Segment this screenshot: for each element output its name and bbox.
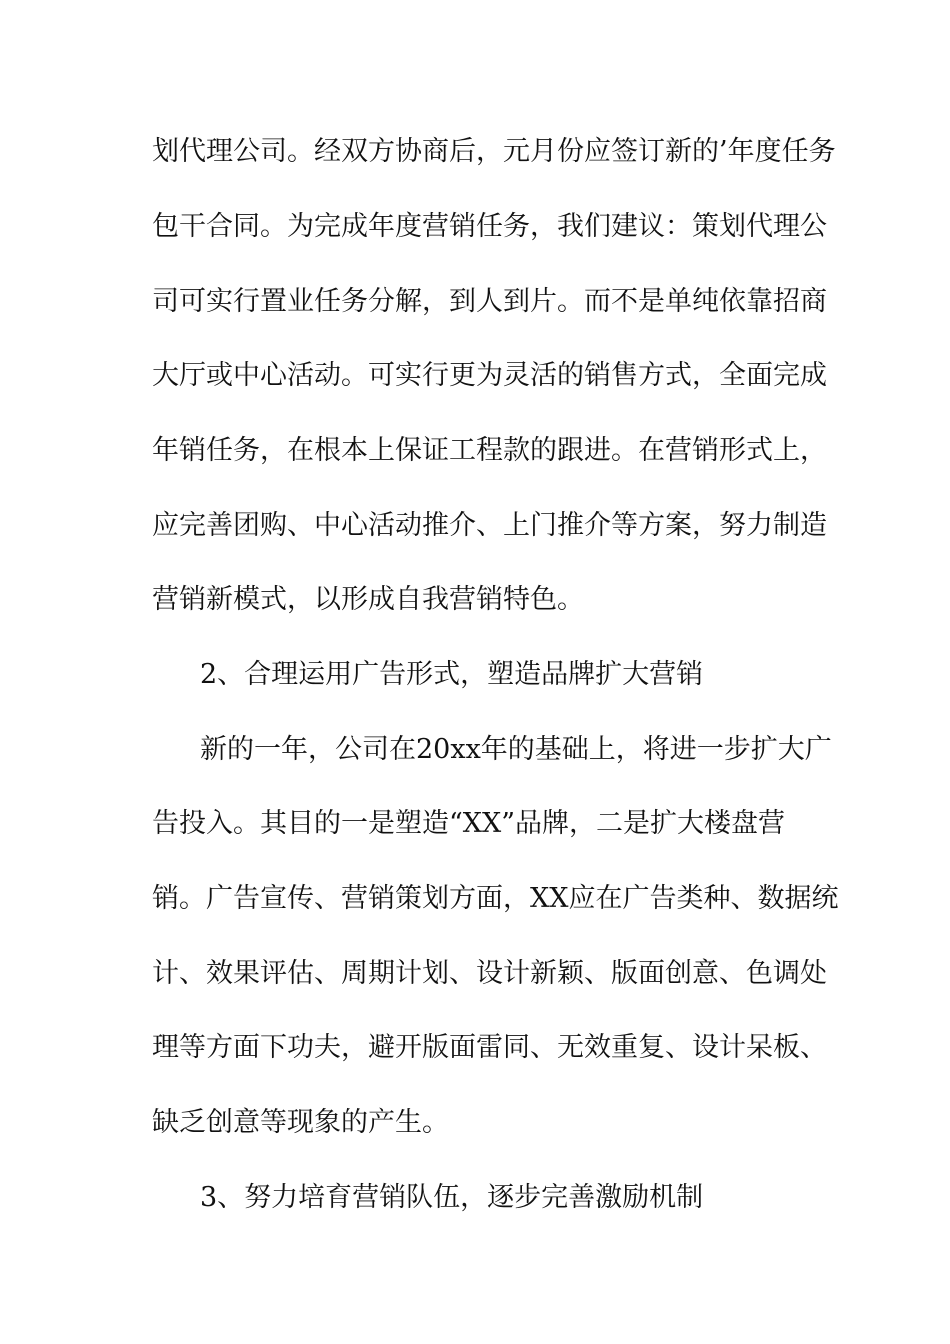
paragraph-line: 包干合同。为完成年度营销任务，我们建议：策划代理公 — [152, 211, 827, 242]
paragraph-line: 计、效果评估、周期计划、设计新颖、版面创意、色调处 — [152, 958, 827, 989]
paragraph-line: 营销新模式，以形成自我营销特色。 — [152, 584, 584, 615]
paragraph-line: 告投入。其目的一是塑造“XX”品牌，二是扩大楼盘营 — [152, 808, 786, 839]
paragraph-line: 理等方面下功夫，避开版面雷同、无效重复、设计呆板、 — [152, 1032, 827, 1063]
paragraph-line: 大厅或中心活动。可实行更为灵活的销售方式，全面完成 — [152, 360, 827, 391]
section-heading: 3、努力培育营销队伍，逐步完善激励机制 — [200, 1182, 704, 1213]
paragraph-line: 缺乏创意等现象的产生。 — [152, 1107, 449, 1138]
paragraph-line: 销。广告宣传、营销策划方面，XX应在广告类种、数据统 — [152, 883, 839, 914]
paragraph-line: 划代理公司。经双方协商后，元月份应签订新的’年度任务 — [152, 136, 836, 167]
section-heading: 2、合理运用广告形式，塑造品牌扩大营销 — [200, 659, 704, 690]
paragraph-line: 司可实行置业任务分解，到人到片。而不是单纯依靠招商 — [152, 286, 827, 317]
paragraph-line: 年销任务，在根本上保证工程款的跟进。在营销形式上， — [152, 435, 827, 466]
paragraph-line: 新的一年，公司在20xx年的基础上，将进一步扩大广 — [200, 734, 832, 765]
paragraph-line: 应完善团购、中心活动推介、上门推介等方案，努力制造 — [152, 510, 827, 541]
